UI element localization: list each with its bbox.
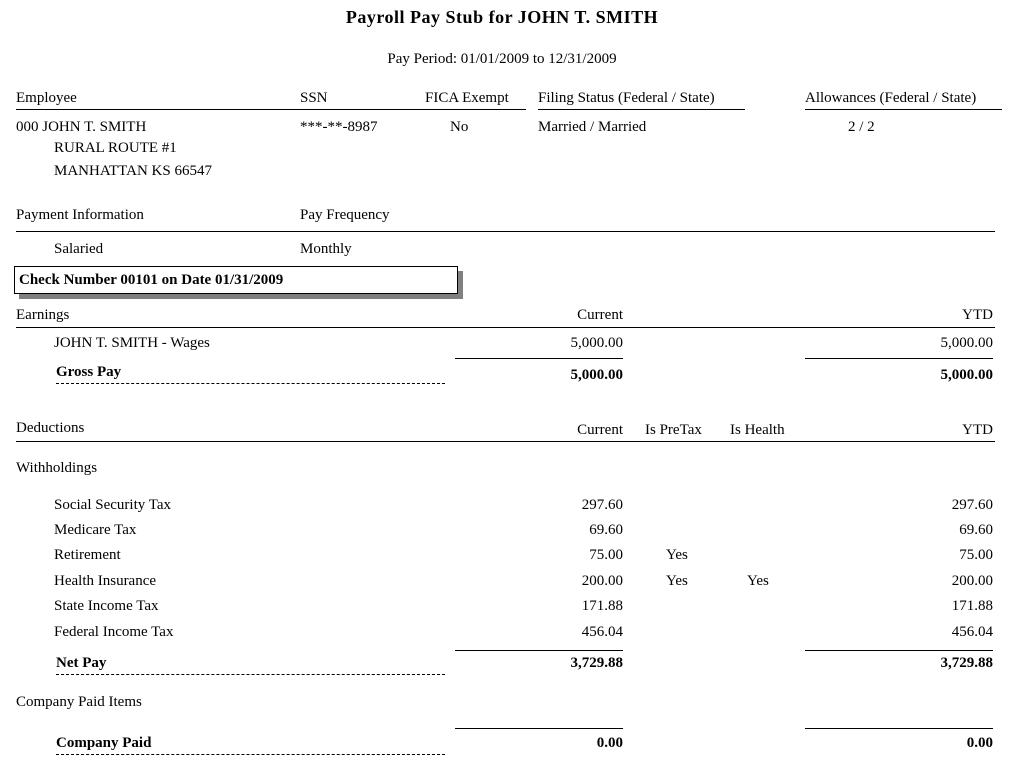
earnings-divider	[16, 327, 995, 328]
deduction-current: 69.60	[589, 522, 623, 538]
filing-header: Filing Status (Federal / State)	[538, 90, 715, 106]
gross-current-line	[455, 358, 623, 359]
payment-type: Salaried	[54, 241, 104, 257]
payment-divider	[16, 231, 995, 232]
health-header: Is Health	[730, 422, 785, 438]
deduction-ytd: 69.60	[959, 522, 993, 538]
check-number-label: Check Number 00101 on Date 01/31/2009	[19, 272, 284, 288]
pay-frequency: Monthly	[300, 241, 352, 257]
company-ytd: 0.00	[966, 735, 993, 751]
withholdings-header: Withholdings	[16, 460, 98, 476]
deduction-ytd: 456.04	[951, 624, 993, 640]
deductions-divider	[16, 441, 995, 442]
deduction-ytd: 297.60	[951, 497, 993, 513]
deduction-health: Yes	[747, 573, 769, 589]
filing-divider	[538, 109, 745, 110]
deduction-ytd: 75.00	[959, 547, 993, 563]
gross-pay-dashed	[56, 383, 445, 384]
earnings-ytd-header: YTD	[962, 307, 993, 323]
company-ytd-line	[805, 728, 993, 729]
deduction-current: 171.88	[581, 598, 623, 614]
wages-ytd: 5,000.00	[940, 335, 993, 351]
company-current: 0.00	[596, 735, 623, 751]
employee-ssn: ***-**-8987	[300, 119, 378, 135]
deduction-label: Social Security Tax	[54, 497, 171, 513]
wages-label: JOHN T. SMITH - Wages	[54, 335, 210, 351]
fica-header: FICA Exempt	[425, 90, 509, 106]
gross-pay-label: Gross Pay	[56, 364, 122, 380]
gross-current: 5,000.00	[570, 367, 623, 383]
earnings-header: Earnings	[16, 307, 70, 323]
deduction-ytd: 171.88	[951, 598, 993, 614]
deduction-label: Medicare Tax	[54, 522, 137, 538]
allowances-divider	[805, 109, 1002, 110]
gross-ytd-line	[805, 358, 993, 359]
deduction-pretax: Yes	[666, 573, 688, 589]
deduction-pretax: Yes	[666, 547, 688, 563]
deduction-label: Health Insurance	[54, 573, 157, 589]
deduction-ytd: 200.00	[951, 573, 993, 589]
wages-current: 5,000.00	[570, 335, 623, 351]
net-ytd-line	[805, 650, 993, 651]
allowances-header: Allowances (Federal / State)	[805, 90, 977, 106]
employee-fica: No	[450, 119, 469, 135]
employee-filing: Married / Married	[538, 119, 647, 135]
deduction-current: 200.00	[581, 573, 623, 589]
company-paid-label: Company Paid	[56, 735, 152, 751]
deduction-label: State Income Tax	[54, 598, 159, 614]
employee-allowances: 2 / 2	[848, 119, 875, 135]
deduction-current: 456.04	[581, 624, 623, 640]
net-current: 3,729.88	[570, 655, 623, 671]
gross-ytd: 5,000.00	[940, 367, 993, 383]
deductions-current-header: Current	[577, 422, 623, 438]
net-pay-dashed	[56, 674, 445, 675]
deductions-ytd-header: YTD	[962, 422, 993, 438]
deduction-current: 75.00	[589, 547, 623, 563]
company-paid-header: Company Paid Items	[16, 694, 142, 710]
pay-frequency-header: Pay Frequency	[300, 207, 390, 223]
employee-address: RURAL ROUTE #1	[54, 140, 177, 156]
pretax-header: Is PreTax	[645, 422, 702, 438]
deduction-label: Retirement	[54, 547, 121, 563]
check-number-box	[14, 266, 458, 294]
net-current-line	[455, 650, 623, 651]
ssn-header: SSN	[300, 90, 328, 106]
page-title: Payroll Pay Stub for JOHN T. SMITH	[345, 7, 659, 27]
pay-period: Pay Period: 01/01/2009 to 12/31/2009	[387, 51, 617, 67]
company-current-line	[455, 728, 623, 729]
employee-city: MANHATTAN KS 66547	[54, 163, 212, 179]
company-paid-dashed	[56, 754, 445, 755]
deduction-current: 297.60	[581, 497, 623, 513]
payment-info-header: Payment Information	[16, 207, 144, 223]
net-ytd: 3,729.88	[940, 655, 993, 671]
deduction-label: Federal Income Tax	[54, 624, 174, 640]
net-pay-label: Net Pay	[56, 655, 107, 671]
deductions-header: Deductions	[16, 420, 85, 436]
employee-name: 000 JOHN T. SMITH	[16, 119, 147, 135]
earnings-current-header: Current	[577, 307, 623, 323]
employee-divider	[16, 109, 526, 110]
employee-header: Employee	[16, 90, 77, 106]
